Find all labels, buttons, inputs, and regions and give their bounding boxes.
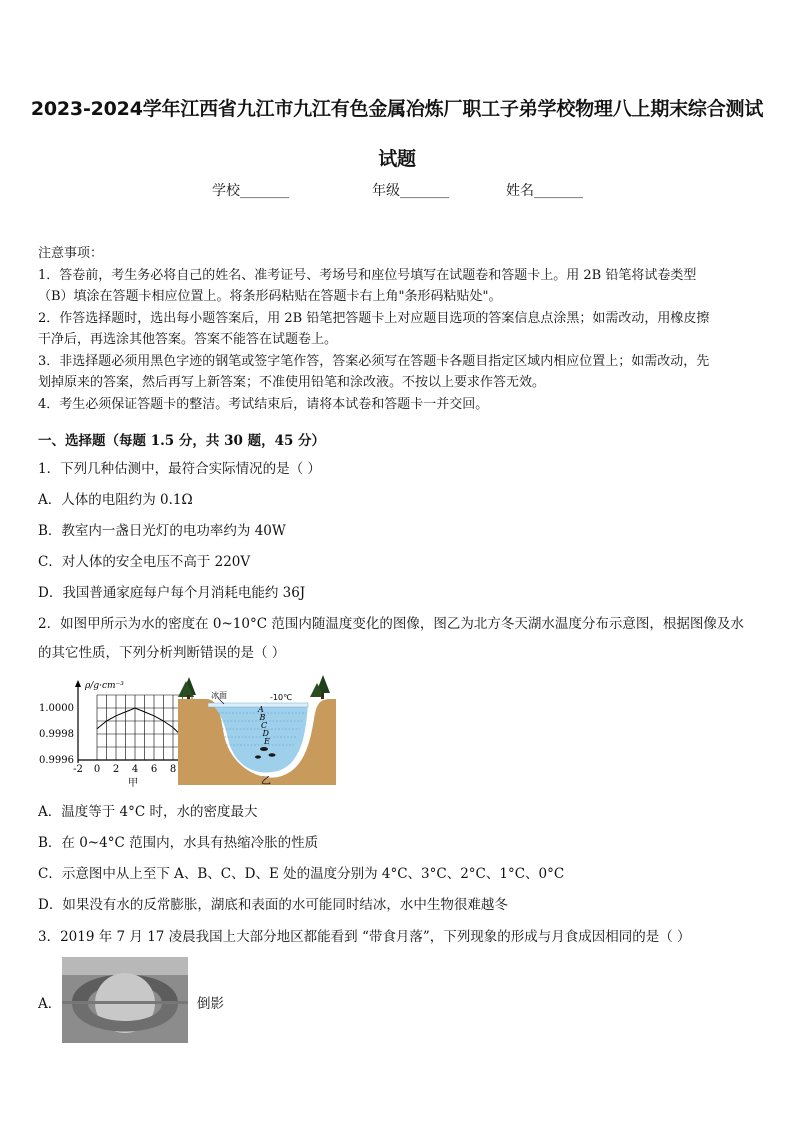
y-axis-label: ρ/g·cm⁻³: [85, 681, 124, 691]
note-line: 干净后，再选涂其他答案。答案不能答在试题卷上。: [38, 332, 338, 347]
q1-option-c: C．对人体的安全电压不高于 220V: [38, 554, 251, 570]
q3-option-a-label: A．: [38, 996, 62, 1012]
fish-icon: [260, 747, 268, 751]
x-tick-label: -2: [73, 764, 83, 775]
section-heading: 一、选择题（每题 1.5 分，共 30 题，45 分）: [38, 433, 326, 449]
q3-stem: 3．2019 年 7 月 17 凌晨我国上大部分地区都能看到 “带食月落”，下列现象的形成与月食成因相同的是（ ）: [38, 929, 691, 945]
water-layer-label: B: [259, 713, 266, 722]
note-line: 1．答卷前，考生务必将自己的姓名、准考证号、考场号和座位号填写在试题卷和答题卡上。用 2B 铅笔将试卷类型: [38, 267, 697, 283]
chart-caption: 甲: [128, 778, 138, 789]
q2-option-a: A．温度等于 4°C 时，水的密度最大: [38, 804, 258, 820]
lake-caption: 乙: [261, 776, 271, 787]
water-layer-label: C: [261, 721, 268, 730]
note-line: （B）填涂在答题卡相应位置上。将条形码粘贴在答题卡右上角"条形码粘贴处"。: [38, 289, 502, 304]
school-field: 学校_______: [212, 183, 289, 199]
fish-icon: [255, 755, 261, 758]
notes-heading: 注意事项：: [38, 246, 104, 261]
x-tick-label: 0: [93, 764, 101, 775]
q3-option-a-text: 倒影: [197, 996, 224, 1012]
air-temp-label: -10℃: [270, 693, 293, 702]
q2-option-c: C．示意图中从上至下 A、B、C、D、E 处的温度分别为 4°C、3°C、2°C、1°C、0°C: [38, 866, 565, 882]
ice-label: 冰面: [211, 691, 227, 700]
note-line: 2．作答选择题时，选出每小题答案后，用 2B 铅笔把答题卡上对应题目选项的答案信息点涂黑；如需改动，用橡皮擦: [38, 310, 710, 326]
q2-option-d: D．如果没有水的反常膨胀，湖底和表面的水可能同时结冰，水中生物很难越冬: [38, 897, 508, 913]
q2-option-b: B．在 0~4°C 范围内，水具有热缩冷胀的性质: [38, 835, 319, 851]
note-line: 4．考生必须保证答题卡的整洁。考试结束后，请将本试卷和答题卡一并交回。: [38, 396, 489, 412]
q1-option-a: A．人体的电阻约为 0.1Ω: [38, 492, 193, 508]
q1-option-d: D．我国普通家庭每户每个月消耗电能约 36J: [38, 585, 306, 601]
grade-field: 年级_______: [372, 183, 449, 199]
note-line: 划掉原来的答案，然后再写上新答案；不准使用铅笔和涂改液。不按以上要求作答无效。: [38, 375, 546, 390]
tree-right-icon: [310, 675, 330, 699]
bridge-reflection-photo: [62, 957, 188, 1043]
lake-diagram: [178, 673, 336, 785]
fish-icon: [269, 753, 276, 757]
y-tick-label: 1.0000: [39, 703, 74, 714]
x-tick-label: 2: [112, 764, 120, 775]
note-line: 3．非选择题必须用黑色字迹的钢笔或签字笔作答，答案必须写在答题卡各题目指定区域内相应位置上；如需改动，先: [38, 353, 710, 369]
water-layer-label: A: [258, 705, 264, 714]
y-axis-arrow: [75, 680, 81, 687]
notes-block: [38, 243, 758, 415]
x-tick-label: 8: [169, 764, 177, 775]
water-layer-label: D: [262, 729, 269, 738]
y-tick-label: 0.9996: [39, 755, 74, 766]
name-field: 姓名_______: [506, 183, 583, 199]
page-title: 2023-2024学年江西省九江市九江有色金属冶炼厂职工子弟学校物理八上期末综合测试试题: [30, 98, 764, 170]
x-tick-label: 4: [131, 764, 139, 775]
q1-stem: 1．下列几种估测中，最符合实际情况的是（ ）: [38, 461, 321, 477]
tree-left-icon: [178, 677, 196, 700]
q1-option-b: B．教室内一盏日光灯的电功率约为 40W: [38, 523, 286, 539]
q2-stem-line2: 的其它性质，下列分析判断错误的是（ ）: [38, 645, 286, 661]
q2-stem-line1: 2．如图甲所示为水的密度在 0~10°C 范围内随温度变化的图像，图乙为北方冬天湖水温度分布示意图，根据图像及水: [38, 616, 744, 632]
x-tick-label: 6: [150, 764, 158, 775]
y-tick-label: 0.9998: [39, 729, 74, 740]
water-layer-label: E: [264, 737, 270, 746]
